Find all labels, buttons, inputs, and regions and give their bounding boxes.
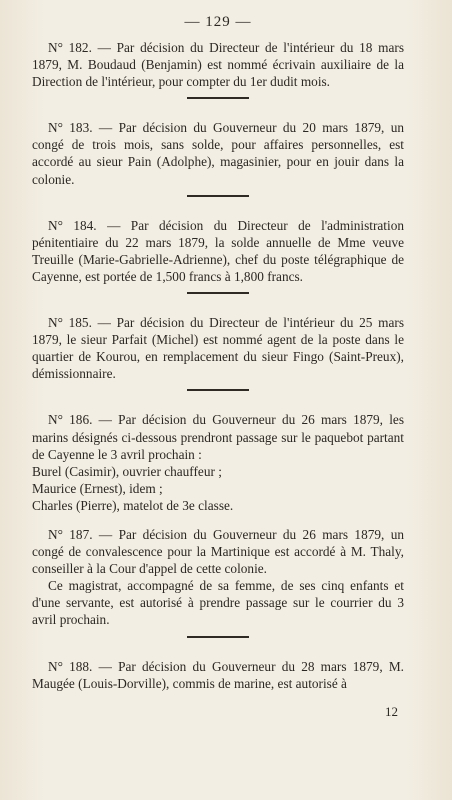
entry-187-text: N° 187. — Par décision du Gouverneur du 26 mars 1879, un congé de convalescence pour la Martinique est accordé à M. Thaly, conseiller à la Cour d'appel de cette colonie.: [32, 526, 404, 577]
section-divider: [187, 195, 249, 197]
entry-184-text: N° 184. — Par décision du Directeur de l'administration pénitentiaire du 22 mars 1879, la solde annuelle de Mme veuve Treuille (Marie-Gabrielle-Adrienne), chef du poste télégraphique de Cayenne, est portée de 1,500 francs à 1,800 francs.: [32, 217, 404, 284]
section-divider: [187, 389, 249, 391]
entry-187: [32, 526, 404, 629]
entry-185-text: N° 185. — Par décision du Directeur de l'intérieur du 25 mars 1879, le sieur Parfait (Michel) est nommé agent de la poste dans le quartier de Kourou, en remplacement du sieur Fingo (Saint-Preux), démissionnaire.: [32, 315, 404, 382]
entry-187-text-continued: Ce magistrat, accompagné de sa femme, de ses cinq enfants et d'une servante, est autorisé à prendre passage sur le courrier du 3 avril prochain.: [32, 578, 404, 628]
entry-186: [32, 411, 404, 514]
sailor-list: [32, 463, 404, 514]
entry-183: [32, 119, 404, 187]
page-number: — 129 —: [184, 14, 252, 30]
entry-184: [32, 217, 404, 285]
entry-188-text: N° 188. — Par décision du Gouverneur du 28 mars 1879, M. Maugée (Louis-Dorville), commis de marine, est autorisé à: [32, 658, 404, 691]
section-divider: [187, 636, 249, 638]
list-item: Maurice (Ernest), idem ;: [32, 480, 163, 496]
entry-185: [32, 314, 404, 382]
entry-182: [32, 39, 404, 90]
list-item: Charles (Pierre), matelot de 3e classe.: [32, 497, 234, 513]
signature-mark: 12: [385, 704, 398, 719]
entry-182-text: N° 182. — Par décision du Directeur de l'intérieur du 18 mars 1879, M. Boudaud (Benjamin) est nommé écrivain auxiliaire de la Direction de l'intérieur, pour compter du 1er dudit mois.: [32, 40, 404, 90]
list-item: Burel (Casimir), ouvrier chauffeur ;: [32, 463, 222, 479]
entry-188: [32, 658, 404, 692]
entry-183-text: N° 183. — Par décision du Gouverneur du 20 mars 1879, un congé de trois mois, sans solde, pour affaires personnelles, est accordé au sieur Pain (Adolphe), magasinier, pour en jouir dans la colonie.: [32, 120, 404, 187]
entry-186-text: N° 186. — Par décision du Gouverneur du 26 mars 1879, les marins désignés ci-dessous prendront passage sur le paquebot partant de Cayenne le 3 avril prochain :: [32, 412, 404, 462]
section-divider: [187, 97, 249, 99]
section-divider: [187, 292, 249, 294]
